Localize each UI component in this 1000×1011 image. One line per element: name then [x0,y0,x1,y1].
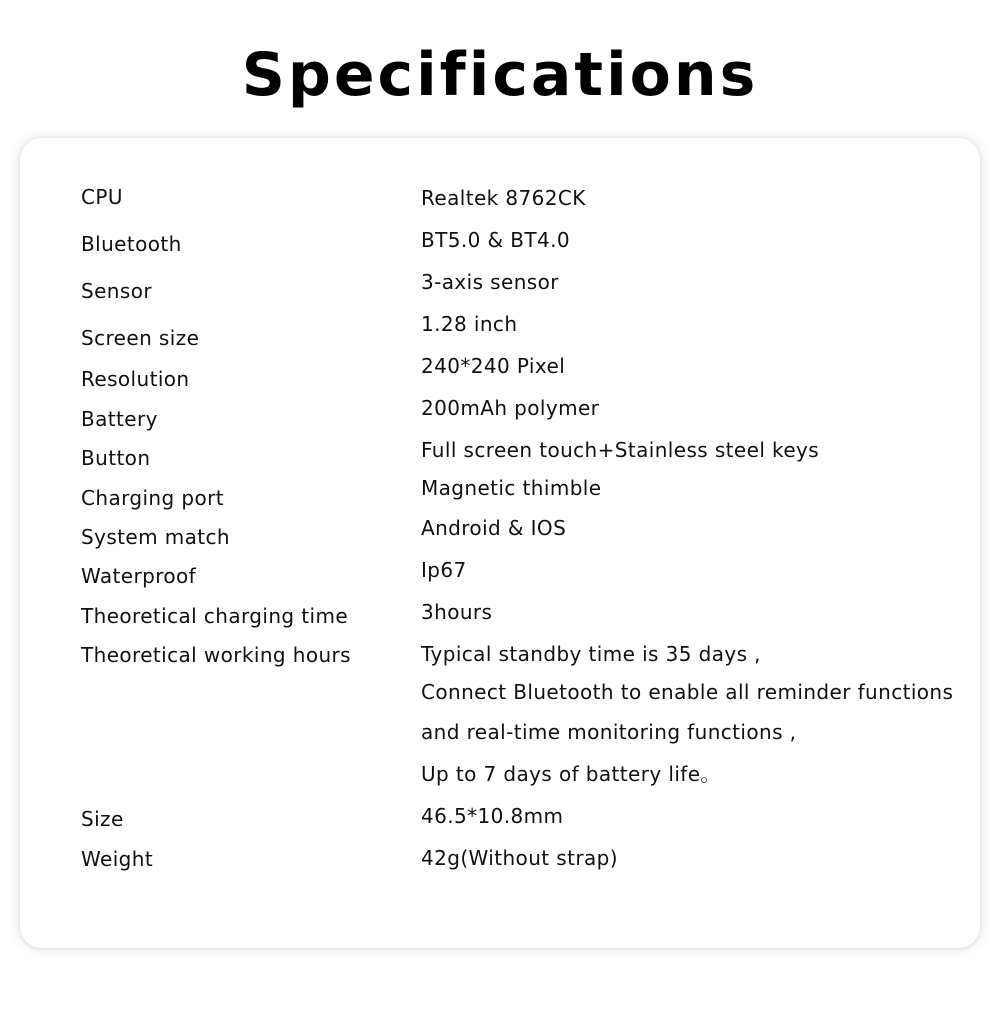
spec-label-waterproof: Waterproof [81,564,197,588]
spec-value-system-match: Android & IOS [421,516,567,540]
spec-value-working-hours-line-3: and real-time monitoring functions , [421,720,797,744]
spec-value-charging-port: Magnetic thimble [421,476,602,500]
spec-value-weight: 42g(Without strap) [421,846,618,870]
spec-value-button: Full screen touch+Stainless steel keys [421,438,820,462]
spec-label-button: Button [81,446,151,470]
spec-label-battery: Battery [81,407,158,431]
spec-value-waterproof: Ip67 [421,558,467,582]
spec-value-working-hours-line-4: Up to 7 days of battery life。 [421,762,721,786]
spec-card [20,138,980,948]
page-title: Specifications [241,40,759,110]
spec-label-cpu: CPU [81,185,123,209]
spec-value-size: 46.5*10.8mm [421,804,564,828]
spec-label-system-match: System match [81,525,230,549]
spec-value-working-hours-line-2: Connect Bluetooth to enable all reminder functions [421,680,954,704]
spec-label-working-hours: Theoretical working hours [81,643,351,667]
spec-value-bluetooth: BT5.0 & BT4.0 [421,228,570,252]
spec-value-battery: 200mAh polymer [421,396,600,420]
spec-label-screen-size: Screen size [81,326,200,350]
spec-label-sensor: Sensor [81,279,152,303]
spec-label-charging-port: Charging port [81,486,224,510]
spec-value-screen-size: 1.28 inch [421,312,518,336]
spec-label-size: Size [81,807,124,831]
spec-label-resolution: Resolution [81,367,190,391]
spec-value-charging-time: 3hours [421,600,493,624]
spec-value-cpu: Realtek 8762CK [421,186,586,210]
spec-value-resolution: 240*240 Pixel [421,354,566,378]
spec-label-bluetooth: Bluetooth [81,232,182,256]
spec-label-charging-time: Theoretical charging time [81,604,349,628]
spec-label-weight: Weight [81,847,154,871]
spec-value-working-hours-line-1: Typical standby time is 35 days , [421,642,761,666]
spec-value-sensor: 3-axis sensor [421,270,559,294]
